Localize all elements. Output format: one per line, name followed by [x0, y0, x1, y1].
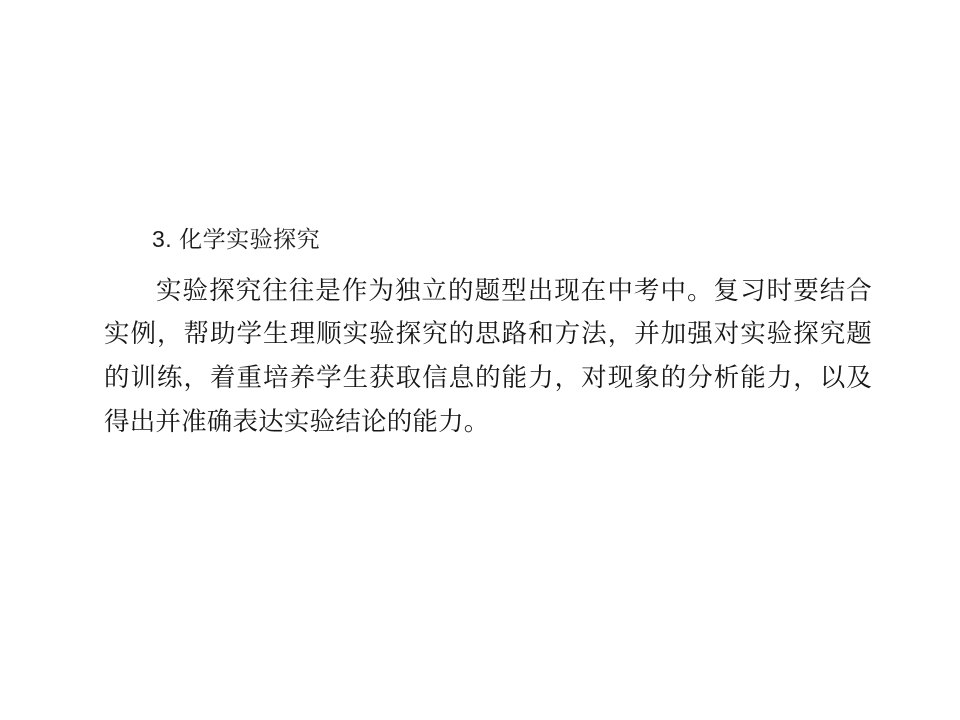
body-paragraph: 实验探究往往是作为独立的题型出现在中考中。复习时要结合实例，帮助学生理顺实验探究的思路和方法，并加强对实验探究题的训练，着重培养学生获取信息的能力，对现象的分析能力，以及得出并准确表达实验结论的能力。 [104, 275, 872, 437]
slide-content-block [104, 222, 872, 444]
section-heading: 3. 化学实验探究 [152, 226, 321, 252]
